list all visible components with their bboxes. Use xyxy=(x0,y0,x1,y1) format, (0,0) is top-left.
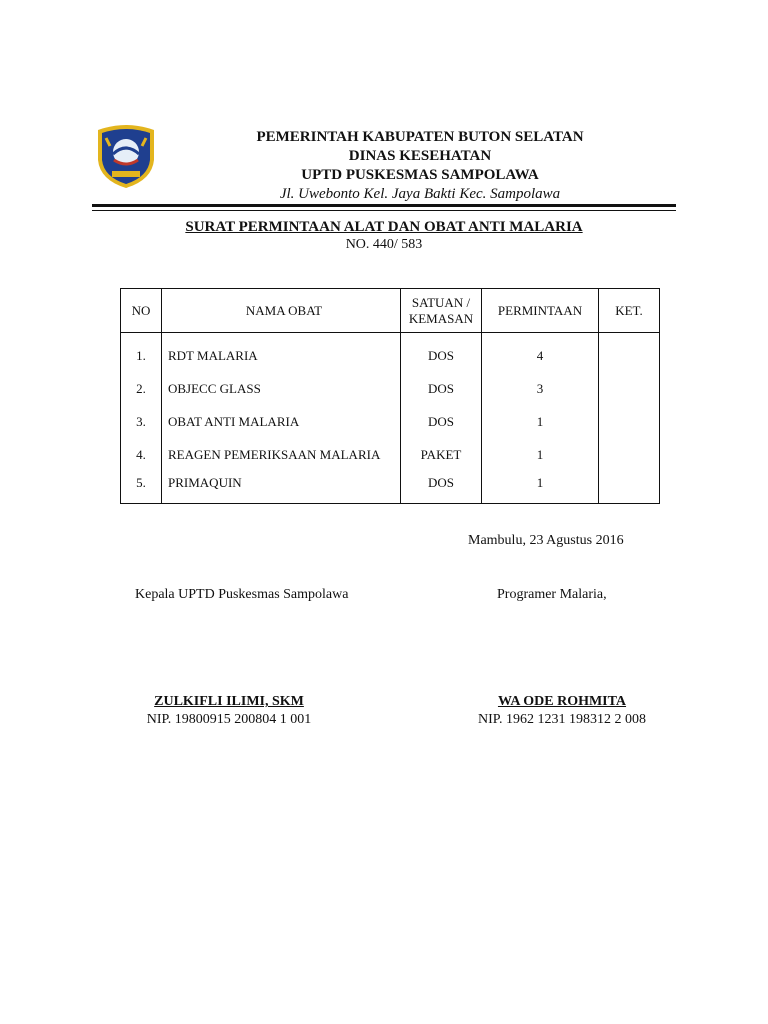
row-note xyxy=(599,333,660,373)
row-note xyxy=(599,438,660,471)
row-unit: DOS xyxy=(401,405,482,438)
row-name: RDT MALARIA xyxy=(162,333,401,373)
row-qty: 1 xyxy=(482,405,599,438)
row-unit: PAKET xyxy=(401,438,482,471)
table-row xyxy=(121,333,660,373)
right-signatory-role: Programer Malaria, xyxy=(497,587,607,602)
header-no: NO xyxy=(121,289,162,333)
row-unit: DOS xyxy=(401,333,482,373)
right-signatory-nip: NIP. 1962 1231 198312 2 008 xyxy=(477,712,646,727)
table-row xyxy=(121,372,660,405)
department-name: DINAS KESEHATAN xyxy=(348,148,492,164)
letterhead xyxy=(180,128,660,204)
row-no: 1. xyxy=(121,333,162,373)
regency-emblem-logo xyxy=(94,124,158,190)
table-row xyxy=(121,471,660,504)
right-signatory-name: WA ODE ROHMITA xyxy=(497,694,627,709)
row-note xyxy=(599,372,660,405)
row-name: PRIMAQUIN xyxy=(162,471,401,504)
request-table xyxy=(120,288,660,504)
place-date: Mambulu, 23 Agustus 2016 xyxy=(468,533,624,548)
row-name: OBJECC GLASS xyxy=(162,372,401,405)
row-no: 4. xyxy=(121,438,162,471)
header-note: KET. xyxy=(599,289,660,333)
header-name: NAMA OBAT xyxy=(162,289,401,333)
table-row xyxy=(121,438,660,471)
letter-title-block xyxy=(92,218,676,254)
row-no: 5. xyxy=(121,471,162,504)
row-qty: 4 xyxy=(482,333,599,373)
row-note xyxy=(599,405,660,438)
row-name: REAGEN PEMERIKSAAN MALARIA xyxy=(162,438,401,471)
letterhead-divider-thick xyxy=(92,204,676,207)
header-unit-line2: KEMASAN xyxy=(408,310,474,326)
letterhead-divider-thin xyxy=(92,210,676,211)
header-unit xyxy=(401,289,482,333)
left-signatory-role: Kepala UPTD Puskesmas Sampolawa xyxy=(135,587,349,602)
row-qty: 1 xyxy=(482,438,599,471)
row-name: OBAT ANTI MALARIA xyxy=(162,405,401,438)
row-qty: 1 xyxy=(482,471,599,504)
row-unit: DOS xyxy=(401,372,482,405)
row-no: 2. xyxy=(121,372,162,405)
header-request: PERMINTAAN xyxy=(482,289,599,333)
table-header-row xyxy=(121,289,660,333)
table-row xyxy=(121,405,660,438)
row-note xyxy=(599,471,660,504)
institution-address: Jl. Uwebonto Kel. Jaya Bakti Kec. Sampolawa xyxy=(279,186,561,202)
institution-name: UPTD PUSKESMAS SAMPOLAWA xyxy=(301,167,539,183)
government-name: PEMERINTAH KABUPATEN BUTON SELATAN xyxy=(256,129,584,145)
row-no: 3. xyxy=(121,405,162,438)
row-unit: DOS xyxy=(401,471,482,504)
header-unit-line1: SATUAN / xyxy=(411,294,471,310)
left-signatory-name: ZULKIFLI ILIMI, SKM xyxy=(154,694,304,709)
row-qty: 3 xyxy=(482,372,599,405)
letter-title: SURAT PERMINTAAN ALAT DAN OBAT ANTI MALARIA xyxy=(185,219,583,235)
letter-number: NO. 440/ 583 xyxy=(345,237,423,252)
left-signatory-nip: NIP. 19800915 200804 1 001 xyxy=(146,712,312,727)
